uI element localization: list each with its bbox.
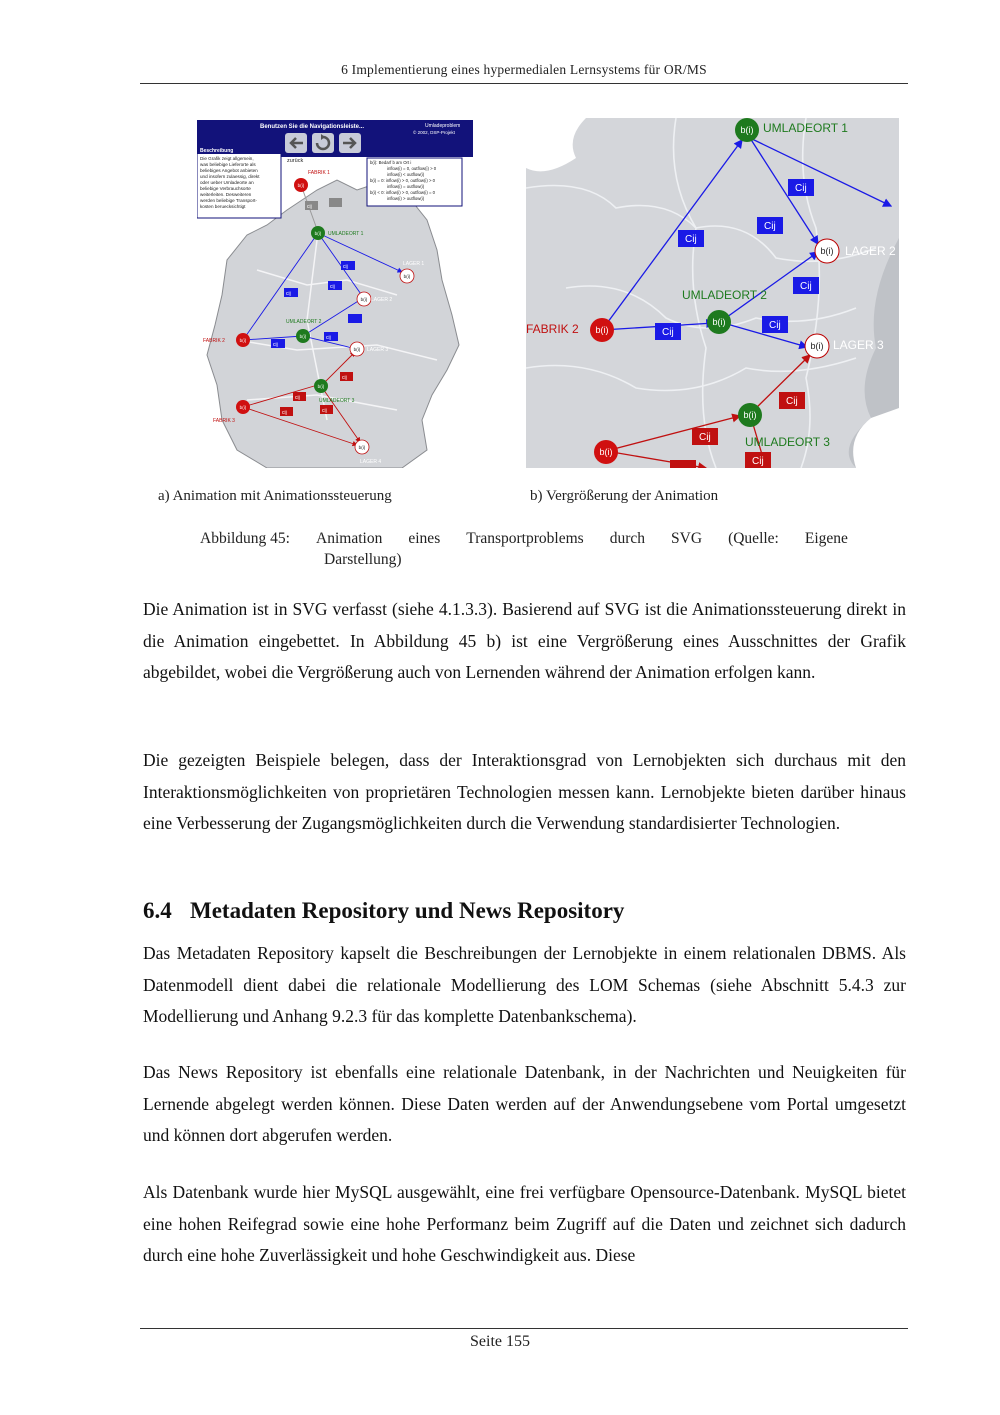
back-arrow-icon[interactable] [285, 133, 307, 153]
description-title: Beschreibung [200, 148, 234, 154]
svg-text:werden beliebige Transport-: werden beliebige Transport- [200, 198, 257, 203]
svg-text:b(i): Bedarf b am Ort i: b(i): Bedarf b am Ort i [370, 160, 412, 165]
svg-text:b(i): b(i) [743, 410, 757, 420]
forward-arrow-icon[interactable] [339, 133, 361, 153]
svg-text:cij: cij [322, 408, 327, 414]
svg-text:UMLADEORT 3: UMLADEORT 3 [745, 435, 830, 449]
svg-text:cij: cij [330, 284, 335, 290]
svg-text:was beliebige Lieferorte als: was beliebige Lieferorte als [200, 162, 256, 167]
svg-text:UMLADEORT 2: UMLADEORT 2 [682, 288, 767, 302]
svg-text:b(i): b(i) [358, 445, 366, 450]
svg-text:Cij: Cij [764, 221, 776, 232]
svg-text:Cij: Cij [786, 396, 798, 407]
figure-a-svg [197, 120, 473, 468]
running-head: 6 Implementierung eines hypermedialen Lernsystems für OR/MS [341, 62, 707, 77]
paragraph-news-repository: Das News Repository ist ebenfalls eine relationale Datenbank, in der Nachrichten und Neuigkeiten für Lernende abgelegt werden können. Diese Daten werden auf der Anwendungsebene vom Portal umgesetzt und können dort abgerufen werden. [143, 1062, 906, 1145]
svg-text:UMLADEORT 1: UMLADEORT 1 [328, 231, 364, 237]
svg-text:cij: cij [326, 335, 331, 341]
svg-text:cij: cij [273, 342, 278, 348]
figure-b-svg [526, 118, 899, 468]
svg-text:FABRIK 2: FABRIK 2 [526, 322, 579, 336]
svg-text:b(i): b(i) [317, 384, 325, 389]
svg-text:beliebiges Angebot anbieten: beliebiges Angebot anbieten [200, 168, 258, 173]
svg-text:inflow(i) > outflow(i): inflow(i) > outflow(i) [387, 196, 425, 201]
svg-text:b(i): b(i) [297, 183, 305, 188]
svg-text:b(i): b(i) [403, 274, 411, 279]
footer-rule [140, 1328, 908, 1329]
svg-text:UMLADEORT 3: UMLADEORT 3 [319, 398, 355, 404]
svg-text:inflow(i) = outflow(i): inflow(i) = outflow(i) [387, 184, 425, 189]
nav-title: Benutzen Sie die Navigationsleiste... [259, 124, 365, 130]
svg-text:inflow(i) < outflow(i): inflow(i) < outflow(i) [387, 172, 425, 177]
description-text [200, 156, 260, 209]
svg-text:FABRIK 3: FABRIK 3 [213, 418, 235, 424]
paragraph-mysql: Als Datenbank wurde hier MySQL ausgewählt, eine frei verfügbare Opensource-Datenbank. MySQL bietet eine hohen Reifegrad sowie eine hohe Performanz beim Zugriff auf die Daten und zeichnet sich dadurch durch eine hohe Zuverlässigkeit und hohe Geschwindigkeit aus. Diese [143, 1182, 906, 1265]
section-number: 6.4 [143, 898, 172, 923]
caption-label: Abbildung 45: [200, 530, 290, 547]
svg-text:b(i): b(i) [595, 325, 609, 335]
svg-text:Cij: Cij [769, 320, 781, 331]
svg-text:LAGER 1: LAGER 1 [403, 261, 425, 267]
svg-text:Cij: Cij [662, 327, 674, 338]
nav-subtitle: Umladeproblem [425, 123, 461, 129]
svg-text:b(i): b(i) [360, 297, 368, 302]
section-title: Metadaten Repository und News Repository [190, 898, 625, 923]
svg-text:b(i): b(i) [239, 405, 247, 410]
svg-text:b(i) = 0: inflow(i) > 0, outfl: b(i) = 0: inflow(i) > 0, outflow(i) > 0 [370, 178, 436, 183]
svg-text:b(i): b(i) [599, 447, 613, 457]
svg-text:Die Grafik zeigt allgemein,: Die Grafik zeigt allgemein, [200, 156, 254, 161]
paragraph-animation: Die Animation ist in SVG verfasst (siehe 4.1.3.3). Basierend auf SVG ist die Animationssteuerung direkt in die Animation eingebettet. In Abbildung 45 b) ist eine Vergrößerung eines Ausschnittes der Grafik abgebildet, wobei die Vergrößerung auch von Lernenden während der Animation erfolgen kann. [143, 599, 906, 682]
svg-text:Cij: Cij [685, 234, 697, 245]
paragraph-metadata-repository: Das Metadaten Repository kapselt die Beschreibungen der Lernobjekte in einem relationalen DBMS. Als Datenmodell dient dabei die relationale Modellierung des LOM Schemas (siehe Abschnitt 5.4.3 zur Modellierung und Anhang 9.2.3 für das komplette Datenbankschema). [143, 943, 906, 1026]
svg-text:b(i): b(i) [740, 125, 754, 135]
subcaption-b: b) Vergrößerung der Animation [530, 488, 719, 504]
caption-line2: Darstellung) [324, 551, 402, 568]
svg-text:inflow(i) = 0, outflow(i) > 0: inflow(i) = 0, outflow(i) > 0 [387, 166, 437, 171]
header-rule [140, 83, 908, 84]
reload-icon[interactable] [312, 133, 334, 153]
svg-text:LAGER 4: LAGER 4 [360, 459, 382, 465]
svg-text:cij: cij [342, 375, 347, 381]
svg-text:und insofern zulaessig, direkt: und insofern zulaessig, direkt [200, 174, 260, 179]
svg-text:cij: cij [295, 395, 300, 401]
svg-text:LAGER 2: LAGER 2 [371, 297, 393, 303]
svg-text:b(i) < 0: inflow(i) > 0, outfl: b(i) < 0: inflow(i) > 0, outflow(i) = 0 [370, 190, 436, 195]
svg-text:UMLADEORT 2: UMLADEORT 2 [286, 319, 322, 325]
svg-text:UMLADEORT 1: UMLADEORT 1 [763, 121, 848, 135]
svg-text:FABRIK 2: FABRIK 2 [203, 338, 225, 344]
svg-text:weiterleiten. Desweiteren: weiterleiten. Desweiteren [200, 192, 252, 197]
svg-text:b(i): b(i) [299, 334, 307, 339]
svg-text:beliebige Verbrauchsorte: beliebige Verbrauchsorte [200, 186, 251, 191]
svg-text:FABRIK 1: FABRIK 1 [308, 170, 330, 176]
svg-text:b(i): b(i) [820, 246, 834, 256]
subcaption-a: a) Animation mit Animationssteuerung [158, 488, 392, 504]
svg-text:LAGER 2: LAGER 2 [845, 244, 896, 258]
section-heading [143, 898, 624, 924]
svg-text:cij: cij [286, 291, 291, 297]
svg-text:cij: cij [343, 264, 348, 270]
svg-text:b(i): b(i) [712, 317, 726, 327]
svg-text:Cij: Cij [795, 183, 807, 194]
svg-text:LAGER 3: LAGER 3 [833, 338, 884, 352]
svg-text:Cij: Cij [699, 432, 711, 443]
svg-text:kosten beruecksichtigt: kosten beruecksichtigt [200, 204, 246, 209]
figure-b-zoom [526, 118, 899, 468]
figure-a-animation [197, 120, 473, 468]
svg-text:Cij: Cij [752, 456, 764, 467]
svg-text:b(i): b(i) [810, 341, 824, 351]
figure-caption: Abbildung 45: Animation eines Transportproblems durch SVG (Quelle: Eigene Darstellung) [200, 530, 848, 568]
svg-text:cij: cij [307, 204, 312, 210]
svg-text:Cij: Cij [800, 281, 812, 292]
page-number: Seite 155 [470, 1333, 530, 1350]
zurueck-link[interactable]: zurück [287, 158, 304, 164]
svg-text:b(i): b(i) [353, 347, 361, 352]
svg-text:LAGER 3: LAGER 3 [367, 347, 389, 353]
svg-text:b(i): b(i) [239, 338, 247, 343]
svg-text:b(i): b(i) [314, 231, 322, 236]
paragraph-examples: Die gezeigten Beispiele belegen, dass der Interaktionsgrad von Lernobjekten sich durchaus mit den Interaktionsmöglichkeiten von proprietären Technologien messen kann. Lernobjekte bieten darüber hinaus eine Verbesserung der Zugangsmöglichkeiten durch die Verwendung standardisierter Technologien. [143, 750, 906, 833]
svg-text:cij: cij [282, 410, 287, 416]
nav-copyright: © 2002, DSP-Projekt [413, 130, 455, 135]
svg-text:oder ueber Umladeorte an: oder ueber Umladeorte an [200, 180, 254, 185]
